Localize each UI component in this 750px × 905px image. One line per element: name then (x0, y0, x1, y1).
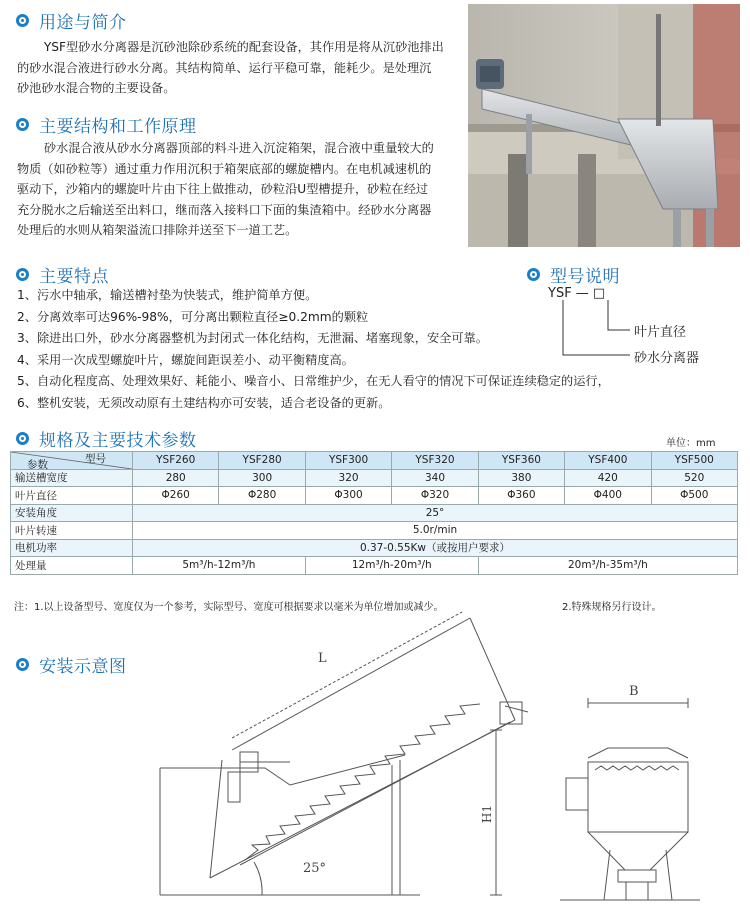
row-label: 处理量 (11, 557, 133, 575)
row-label: 安装角度 (11, 504, 133, 522)
side-outlet-pipe (626, 882, 648, 900)
row-label: 输送槽宽度 (11, 469, 133, 487)
intro-line: 的砂水混合液进行砂水分离。其结构简单、运行平稳可靠，能耗少。是处理沉 (17, 60, 432, 75)
side-spiral (595, 766, 679, 770)
model-header-cell: YSF320 (392, 452, 478, 470)
section-heading-structure (16, 112, 197, 137)
structure-paragraph (17, 138, 462, 241)
drive-head (500, 702, 522, 724)
table-cell: Φ320 (392, 487, 478, 505)
feature-item: 6、整机安装，无须改动原有土建结构亦可安装，适合老设备的更新。 (17, 395, 391, 410)
product-photo-illustration (468, 4, 740, 247)
conveyor-inner-edge (240, 722, 510, 865)
table-cell: 420 (565, 469, 651, 487)
table-cell: 380 (478, 469, 564, 487)
side-inlet (566, 778, 588, 810)
circle-bullet-icon (527, 268, 540, 281)
unit-label: 单位：mm (666, 438, 716, 449)
dimension-line-L (232, 612, 462, 738)
table-cell: Φ400 (565, 487, 651, 505)
corner-param-label: 参数 (27, 459, 48, 472)
row-label: 电机功率 (11, 539, 133, 557)
side-hopper-cone (588, 832, 688, 870)
circle-bullet-icon (16, 118, 29, 131)
product-photo (468, 4, 740, 247)
label-B: B (629, 684, 639, 699)
feature-item: 2、分离效率可达96%-98%，可分离出颗粒直径≥0.2mm的颗粒 (17, 309, 369, 324)
table-row (11, 452, 738, 470)
conveyor-top-edge (232, 618, 470, 750)
section-heading-intro (16, 8, 127, 33)
screw-spiral (245, 704, 480, 860)
motor-box (228, 772, 240, 802)
features-list (17, 285, 610, 414)
model-header-cell: YSF400 (565, 452, 651, 470)
model-header-cell: YSF500 (651, 452, 737, 470)
table-cell: 20m³/h-35m³/h (478, 557, 737, 575)
section-heading-features (16, 262, 109, 287)
side-outlet (618, 870, 656, 882)
label-H1: H1 (480, 804, 494, 823)
table-row (11, 469, 738, 487)
table-row (11, 522, 738, 540)
table-note-2: 2.特殊规格另行设计。 (562, 602, 662, 613)
drive-rail (505, 706, 528, 712)
intro-line: YSF型砂水分离器是沉砂池除砂系统的配套设备，其作用是将从沉砂池排出 (43, 40, 444, 54)
table-cell: 5m³/h-12m³/h (133, 557, 306, 575)
hopper-outline (160, 755, 405, 785)
table-row (11, 557, 738, 575)
circle-bullet-icon (16, 432, 29, 445)
feature-item: 4、采用一次成型螺旋叶片，螺旋间距误差小、动平衡精度高。 (17, 352, 354, 367)
model-leader-lines (560, 300, 630, 362)
model-header-cell: YSF300 (305, 452, 391, 470)
model-label-blade: 叶片直径 (634, 325, 687, 340)
structure-line: 物质（如砂粒等）通过重力作用沉积于箱架底部的螺旋槽内。在电机减速机的 (17, 161, 432, 176)
side-hopper-top (588, 762, 688, 832)
table-cell: Φ300 (305, 487, 391, 505)
model-header-cell: YSF280 (219, 452, 305, 470)
table-cell: Φ500 (651, 487, 737, 505)
table-cell: 12m³/h-20m³/h (305, 557, 478, 575)
table-cell: 300 (219, 469, 305, 487)
model-code: YSF — □ (548, 286, 606, 301)
feature-item: 1、污水中轴承，输送槽衬垫为快装式，维护简单方便。 (17, 288, 318, 302)
table-cell: 320 (305, 469, 391, 487)
structure-line: 充分脱水之后输送至出料口，继而落入接料口下面的集渣箱中。经砂水分离器 (17, 202, 432, 217)
intro-line: 砂池砂水混合物的主要设备。 (17, 81, 176, 95)
spec-table (10, 451, 738, 575)
heading-text: 规格及主要技术参数 (39, 431, 197, 451)
intro-paragraph (17, 37, 462, 99)
corner-model-label: 型号 (85, 453, 106, 466)
row-label: 叶片转速 (11, 522, 133, 540)
angle-arc (254, 862, 262, 895)
table-cell: Φ360 (478, 487, 564, 505)
row-label: 叶片直径 (11, 487, 133, 505)
side-hopper-outline (588, 748, 688, 758)
table-cell: Φ260 (133, 487, 219, 505)
circle-bullet-icon (16, 268, 29, 281)
side-leg (666, 850, 672, 900)
section-heading-specs (16, 426, 197, 451)
section-heading-model (527, 262, 620, 287)
heading-text: 安装示意图 (39, 657, 127, 677)
model-label-type: 砂水分离器 (634, 351, 700, 366)
installation-drawing (0, 610, 750, 905)
structure-line: 砂水混合液从砂水分离器顶部的料斗进入沉淀箱架，混合液中重量较大的 (43, 141, 434, 155)
table-row (11, 539, 738, 557)
conveyor-outline (210, 760, 222, 878)
table-cell: 5.0r/min (133, 522, 738, 540)
table-cell: Φ280 (219, 487, 305, 505)
feature-item: 3、除进出口外，砂水分离器整机为封闭式一体化结构，无泄漏、堵塞现象，安全可靠。 (17, 331, 488, 345)
heading-text: 型号说明 (550, 267, 620, 287)
heading-text: 主要特点 (39, 267, 109, 287)
feature-item: 5、自动化程度高、处理效果好、耗能小、噪音小、日常维护少，在无人看守的情况下可保证连续稳定的运行， (17, 374, 610, 388)
model-header-cell: YSF360 (478, 452, 564, 470)
table-row (11, 487, 738, 505)
structure-line: 驱动下，沙箱内的螺旋叶片由下往上做推动，砂粒沿U型槽提升，砂粒在经过 (17, 182, 429, 196)
heading-text: 主要结构和工作原理 (39, 117, 197, 137)
table-cell: 0.37-0.55Kw（或按用户要求） (133, 539, 738, 557)
structure-line: 处理后的水则从箱架溢流口排除并送至下一道工艺。 (17, 223, 298, 237)
heading-text: 用途与简介 (39, 13, 127, 33)
table-cell: 340 (392, 469, 478, 487)
table-cell: 520 (651, 469, 737, 487)
label-L: L (318, 651, 327, 666)
table-cell: 25° (133, 504, 738, 522)
model-header-cell: YSF260 (133, 452, 219, 470)
table-row (11, 504, 738, 522)
table-corner-cell (11, 452, 133, 470)
side-leg (604, 850, 610, 900)
circle-bullet-icon (16, 14, 29, 27)
table-cell: 280 (133, 469, 219, 487)
label-angle: 25° (303, 861, 327, 876)
table-note-1: 注：1.以上设备型号、宽度仅为一个参考，实际型号、宽度可根据要求以毫米为单位增加或减少。 (14, 602, 444, 613)
